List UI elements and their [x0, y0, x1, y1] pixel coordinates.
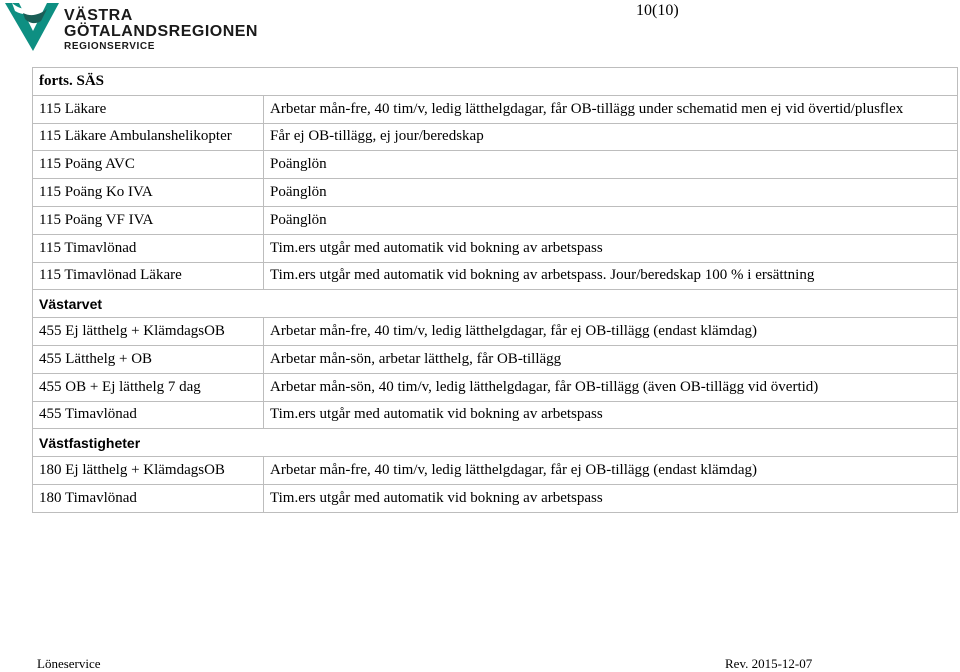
row-description: Arbetar mån-fre, 40 tim/v, ledig lätthelgdagar, får ej OB-tillägg (endast klämdag): [264, 457, 958, 485]
row-label: Västarvet: [33, 290, 264, 318]
row-label: 115 Timavlönad Läkare: [33, 262, 264, 290]
row-description: Arbetar mån-fre, 40 tim/v, ledig lätthelgdagar, får ej OB-tillägg (endast klämdag): [264, 318, 958, 346]
row-label: 115 Läkare Ambulanshelikopter: [33, 123, 264, 151]
table-row: [33, 373, 958, 401]
table-row: [33, 457, 958, 485]
row-label: 455 Timavlönad: [33, 401, 264, 429]
row-description: Arbetar mån-sön, arbetar lätthelg, får OB-tillägg: [264, 345, 958, 373]
row-description: Poänglön: [264, 179, 958, 207]
row-description: Tim.ers utgår med automatik vid bokning av arbetspass: [264, 484, 958, 512]
logo-subtitle: REGIONSERVICE: [64, 41, 155, 52]
row-description: Tim.ers utgår med automatik vid bokning av arbetspass: [264, 401, 958, 429]
row-label: 115 Poäng AVC: [33, 151, 264, 179]
row-description: Arbetar mån-fre, 40 tim/v, ledig lätthelgdagar, får OB-tillägg under schematid men ej vid övertid/plusflex: [264, 95, 958, 123]
table-row: [33, 206, 958, 234]
row-description: Arbetar mån-sön, 40 tim/v, ledig lätthelgdagar, får OB-tillägg (även OB-tillägg vid övertid): [264, 373, 958, 401]
row-description: Får ej OB-tillägg, ej jour/beredskap: [264, 123, 958, 151]
table-row: [33, 95, 958, 123]
table-row: [33, 401, 958, 429]
row-description: Tim.ers utgår med automatik vid bokning av arbetspass: [264, 234, 958, 262]
table-row: [33, 345, 958, 373]
table-row: [33, 262, 958, 290]
vgr-logo-mark-icon: [3, 1, 61, 53]
row-description: Tim.ers utgår med automatik vid bokning av arbetspass. Jour/beredskap 100 % i ersättning: [264, 262, 958, 290]
table-row: [33, 234, 958, 262]
row-label: 115 Läkare: [33, 95, 264, 123]
row-label: 180 Timavlönad: [33, 484, 264, 512]
row-label: 115 Timavlönad: [33, 234, 264, 262]
page-number: 10(10): [636, 2, 679, 19]
row-label: forts. SÄS: [33, 68, 264, 96]
row-description: [264, 429, 958, 457]
ob-rules-table: [32, 67, 958, 513]
row-description: Poänglön: [264, 206, 958, 234]
row-label: 455 Lätthelg + OB: [33, 345, 264, 373]
table-section-row: [33, 429, 958, 457]
row-label: 115 Poäng VF IVA: [33, 206, 264, 234]
table-row: [33, 123, 958, 151]
vgr-logo: [3, 1, 273, 53]
footer-revision: Rev. 2015-12-07: [725, 656, 813, 671]
row-label: 455 Ej lätthelg + KlämdagsOB: [33, 318, 264, 346]
row-description: [264, 68, 958, 96]
row-label: Västfastigheter: [33, 429, 264, 457]
row-label: 180 Ej lätthelg + KlämdagsOB: [33, 457, 264, 485]
page-header: [0, 0, 960, 60]
table-section-row: [33, 290, 958, 318]
row-description: [264, 290, 958, 318]
footer-department: Löneservice: [37, 656, 101, 671]
row-label: 115 Poäng Ko IVA: [33, 179, 264, 207]
row-description: Poänglön: [264, 151, 958, 179]
table-row: [33, 484, 958, 512]
table-heading-row: [33, 68, 958, 96]
table-row: [33, 151, 958, 179]
row-label: 455 OB + Ej lätthelg 7 dag: [33, 373, 264, 401]
logo-line1: VÄSTRA: [64, 7, 133, 24]
table-row: [33, 318, 958, 346]
table-row: [33, 179, 958, 207]
logo-line2: GÖTALANDSREGIONEN: [64, 23, 258, 40]
